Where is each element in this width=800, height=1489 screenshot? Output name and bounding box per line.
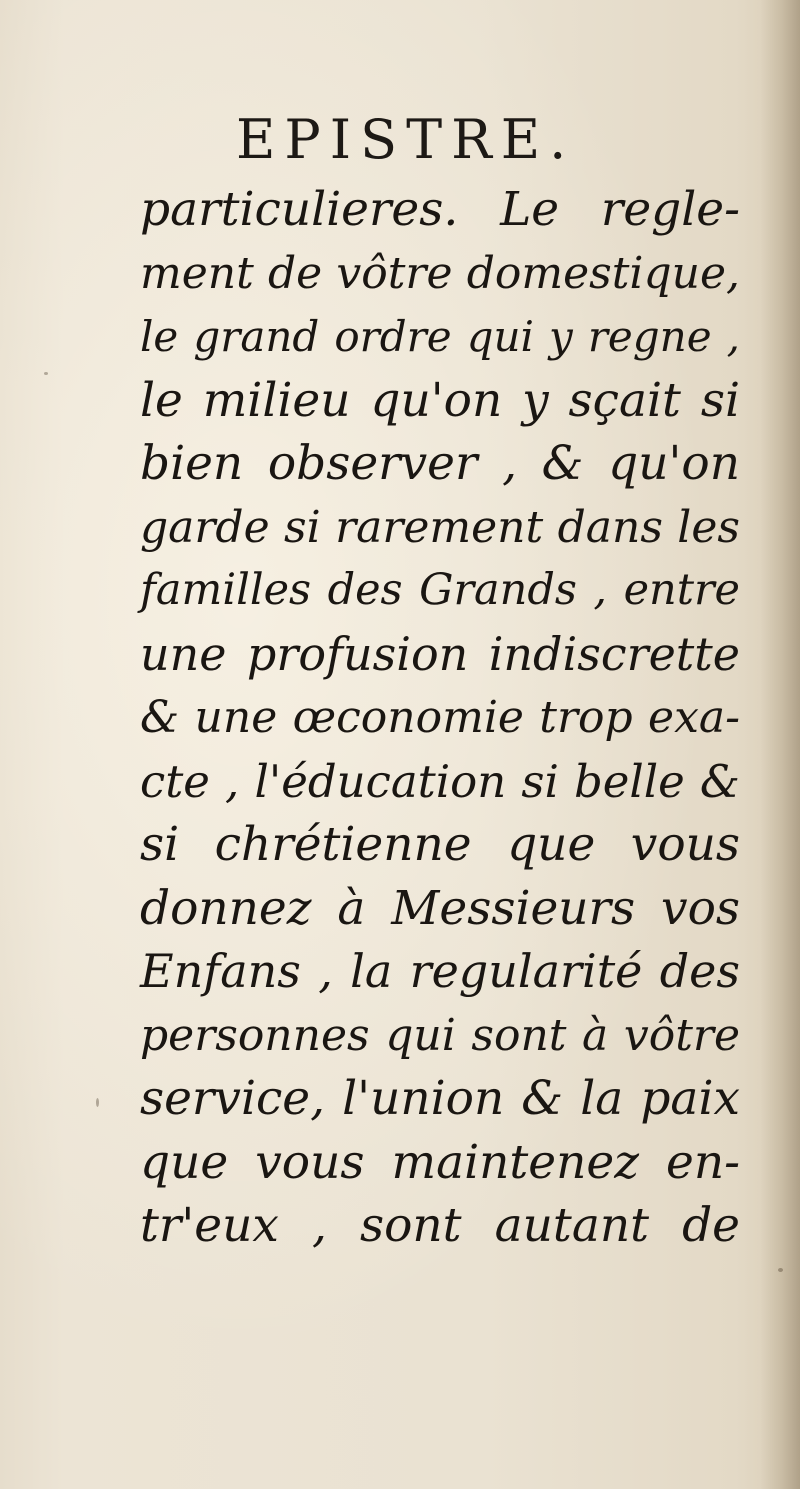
text-line: personnes qui sont à vôtre bbox=[140, 1009, 740, 1061]
body-text bbox=[140, 178, 740, 1258]
text-line: le grand ordre qui y regne , bbox=[140, 312, 740, 361]
page-heading: EPISTRE. bbox=[236, 108, 576, 171]
text-line: Enfans , la regularité des bbox=[140, 944, 740, 998]
text-line: tr'eux , sont autant de bbox=[140, 1198, 740, 1253]
text-line: service, l'union & la paix bbox=[140, 1071, 740, 1126]
text-line: une profusion indiscrette bbox=[140, 626, 740, 681]
text-line: particulieres. Le regle- bbox=[140, 182, 740, 237]
text-line: garde si rarement dans les bbox=[140, 501, 740, 553]
paper-speck bbox=[778, 1268, 783, 1272]
page-gutter-shadow bbox=[760, 0, 800, 1489]
paper-speck bbox=[96, 1098, 99, 1107]
text-line: que vous maintenez en- bbox=[140, 1134, 740, 1190]
paper-speck bbox=[44, 372, 48, 375]
text-line: si chrétienne que vous bbox=[140, 817, 740, 872]
text-line: familles des Grands , entre bbox=[140, 565, 740, 615]
text-line: donnez à Messieurs vos bbox=[140, 880, 740, 936]
text-line: le milieu qu'on y sçait si bbox=[140, 372, 740, 428]
text-line: & une œconomie trop exa- bbox=[140, 692, 740, 743]
text-line: ment de vôtre domestique, bbox=[140, 247, 740, 299]
text-line: bien observer , & qu'on bbox=[140, 436, 740, 491]
text-line: cte , l'éducation si belle & bbox=[140, 754, 740, 808]
